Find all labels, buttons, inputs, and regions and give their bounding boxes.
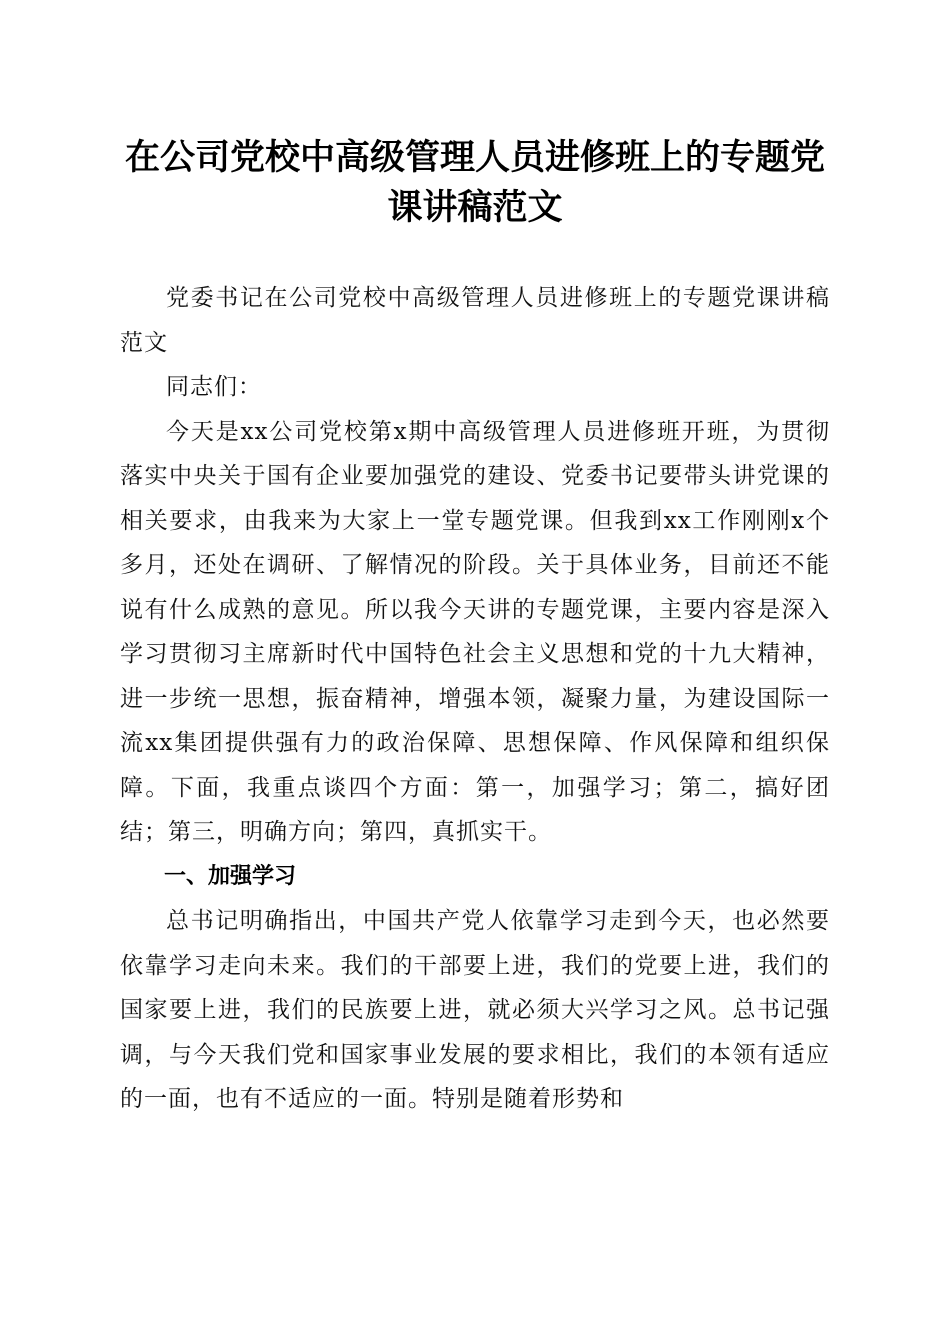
salutation: 同志们： (166, 374, 262, 400)
document-body (120, 276, 830, 1122)
paragraph-section-1: 总书记明确指出，中国共产党人依靠学习走到今天，也必然要依靠学习走向未来。我们的干部要上进，我们的党要上进，我们的国家要上进，我们的民族要上进，就必须大兴学习之风。总书记强调，与今天我们党和国家事业发展的要求相比，我们的本领有适应的一面，也有不适应的一面。特别是随着形势和 (120, 908, 830, 1112)
document-title-line-2: 课讲稿范文 (387, 187, 563, 228)
section-heading-1: 一、加强学习 (164, 863, 297, 889)
paragraph-opening: 今天是xx公司党校第x期中高级管理人员进修班开班，为贯彻落实中央关于国有企业要加强党的建设、党委书记要带头讲党课的相关要求，由我来为大家上一堂专题党课。但我到xx工作刚刚x个多月，还处在调研、了解情况的阶段。关于具体业务，目前还不能说有什么成熟的意见。所以我今天讲的专题党课，主要内容是深入学习贯彻习主席新时代中国特色社会主义思想和党的十九大精神，进一步统一思想，振奋精神，增强本领，凝聚力量，为建设国际一流xx集团提供强有力的政治保障、思想保障、作风保障和组织保障。下面，我重点谈四个方面：第一，加强学习；第二，搞好团结；第三，明确方向；第四，真抓实干。 (120, 418, 830, 845)
document-title (100, 133, 850, 233)
document-title-line-1: 在公司党校中高级管理人员进修班上的专题党 (124, 137, 825, 178)
subtitle-paragraph: 党委书记在公司党校中高级管理人员进修班上的专题党课讲稿范文 (120, 285, 830, 356)
